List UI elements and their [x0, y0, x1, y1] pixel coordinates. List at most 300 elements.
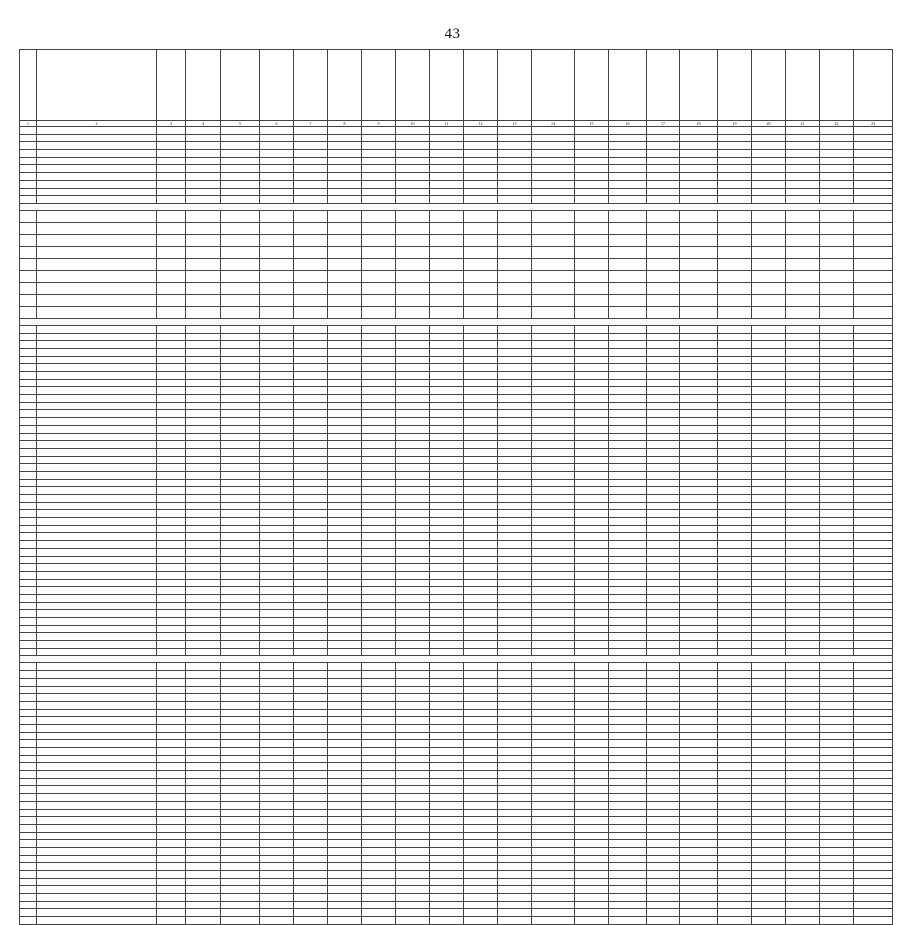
- table-cell: [820, 618, 854, 626]
- table-cell: [786, 878, 820, 886]
- table-cell: [328, 418, 362, 426]
- table-row: [20, 441, 893, 449]
- column-header: [20, 50, 37, 121]
- table-cell: [854, 878, 893, 886]
- table-cell: [294, 306, 328, 318]
- table-cell: [680, 372, 718, 380]
- table-cell: [20, 258, 37, 270]
- table-cell: [647, 694, 680, 702]
- table-cell: [37, 886, 157, 894]
- section-banner: [20, 318, 893, 325]
- table-cell: [464, 755, 498, 763]
- table-cell: [221, 333, 260, 341]
- table-cell: [498, 618, 532, 626]
- table-cell: [820, 678, 854, 686]
- table-cell: [647, 134, 680, 142]
- table-cell: [786, 246, 820, 258]
- table-cell: [820, 127, 854, 135]
- table-cell: [609, 671, 647, 679]
- table-cell: [786, 441, 820, 449]
- table-cell: [854, 134, 893, 142]
- table-cell: [20, 173, 37, 181]
- table-cell: [718, 395, 752, 403]
- table-cell: [498, 464, 532, 472]
- table-cell: [609, 663, 647, 671]
- table-cell: [680, 533, 718, 541]
- table-cell: [752, 717, 786, 725]
- table-cell: [37, 157, 157, 165]
- table-cell: [396, 840, 430, 848]
- table-cell: [157, 648, 186, 656]
- table-cell: [532, 771, 575, 779]
- table-row: [20, 763, 893, 771]
- table-cell: [294, 258, 328, 270]
- table-cell: [464, 306, 498, 318]
- table-cell: [464, 740, 498, 748]
- table-cell: [752, 678, 786, 686]
- table-cell: [464, 678, 498, 686]
- table-cell: [20, 150, 37, 158]
- table-cell: [362, 671, 396, 679]
- table-cell: [260, 809, 294, 817]
- table-cell: [328, 372, 362, 380]
- table-cell: [362, 258, 396, 270]
- table-cell: [532, 502, 575, 510]
- table-cell: [157, 602, 186, 610]
- table-cell: [37, 633, 157, 641]
- table-cell: [647, 556, 680, 564]
- table-cell: [647, 294, 680, 306]
- table-row: [20, 686, 893, 694]
- table-row: [20, 602, 893, 610]
- table-cell: [20, 556, 37, 564]
- table-cell: [186, 847, 221, 855]
- table-cell: [820, 418, 854, 426]
- table-cell: [820, 372, 854, 380]
- table-cell: [647, 127, 680, 135]
- table-cell: [221, 579, 260, 587]
- table-cell: [498, 917, 532, 925]
- table-cell: [328, 794, 362, 802]
- table-cell: [260, 863, 294, 871]
- table-row: [20, 294, 893, 306]
- table-cell: [752, 372, 786, 380]
- table-cell: [575, 165, 609, 173]
- table-cell: [396, 564, 430, 572]
- table-cell: [362, 270, 396, 282]
- table-cell: [430, 748, 464, 756]
- table-cell: [328, 771, 362, 779]
- table-cell: [430, 809, 464, 817]
- table-cell: [328, 525, 362, 533]
- table-cell: [786, 379, 820, 387]
- table-cell: [362, 456, 396, 464]
- table-cell: [362, 333, 396, 341]
- table-cell: [786, 425, 820, 433]
- table-cell: [362, 510, 396, 518]
- table-cell: [498, 402, 532, 410]
- table-cell: [294, 402, 328, 410]
- table-cell: [820, 633, 854, 641]
- table-cell: [260, 433, 294, 441]
- table-cell: [718, 602, 752, 610]
- table-cell: [647, 594, 680, 602]
- document-table: [19, 49, 889, 632]
- table-cell: [328, 510, 362, 518]
- table-row: [20, 510, 893, 518]
- table-cell: [328, 341, 362, 349]
- table-cell: [752, 748, 786, 756]
- table-cell: [260, 832, 294, 840]
- table-cell: [498, 740, 532, 748]
- table-cell: [718, 372, 752, 380]
- table-row: [20, 625, 893, 633]
- table-cell: [20, 356, 37, 364]
- table-cell: [396, 886, 430, 894]
- table-cell: [157, 173, 186, 181]
- table-cell: [820, 356, 854, 364]
- table-cell: [718, 502, 752, 510]
- table-cell: [37, 748, 157, 756]
- table-cell: [186, 724, 221, 732]
- table-cell: [532, 548, 575, 556]
- table-cell: [609, 541, 647, 549]
- table-cell: [718, 525, 752, 533]
- table-cell: [575, 525, 609, 533]
- table-cell: [362, 709, 396, 717]
- table-cell: [362, 157, 396, 165]
- table-cell: [260, 395, 294, 403]
- table-cell: [328, 356, 362, 364]
- table-cell: [718, 886, 752, 894]
- table-row: [20, 495, 893, 503]
- table-cell: [575, 127, 609, 135]
- table-cell: [260, 917, 294, 925]
- table-cell: [260, 157, 294, 165]
- table-cell: [680, 556, 718, 564]
- section-banner: [20, 656, 893, 663]
- table-row: [20, 196, 893, 204]
- table-cell: [294, 587, 328, 595]
- section-banner: [20, 203, 893, 210]
- table-cell: [647, 786, 680, 794]
- table-cell: [680, 464, 718, 472]
- table-cell: [221, 855, 260, 863]
- table-cell: [20, 917, 37, 925]
- table-cell: [532, 395, 575, 403]
- table-cell: [396, 663, 430, 671]
- table-cell: [362, 479, 396, 487]
- table-cell: [786, 564, 820, 572]
- table-cell: [430, 402, 464, 410]
- table-cell: [221, 717, 260, 725]
- table-cell: [186, 748, 221, 756]
- table-cell: [854, 306, 893, 318]
- table-cell: [37, 548, 157, 556]
- table-cell: [464, 840, 498, 848]
- table-cell: [396, 464, 430, 472]
- table-cell: [328, 433, 362, 441]
- table-cell: [532, 165, 575, 173]
- column-number: 17: [647, 121, 680, 127]
- table-cell: [532, 533, 575, 541]
- table-cell: [680, 894, 718, 902]
- table-row: [20, 402, 893, 410]
- table-cell: [647, 641, 680, 649]
- table-cell: [186, 878, 221, 886]
- table-cell: [575, 755, 609, 763]
- table-cell: [396, 165, 430, 173]
- table-cell: [430, 832, 464, 840]
- table-cell: [20, 387, 37, 395]
- table-cell: [396, 694, 430, 702]
- table-cell: [464, 196, 498, 204]
- table-cell: [820, 840, 854, 848]
- table-cell: [464, 771, 498, 779]
- table-cell: [464, 410, 498, 418]
- table-cell: [752, 402, 786, 410]
- table-cell: [575, 341, 609, 349]
- table-cell: [680, 471, 718, 479]
- table-cell: [820, 270, 854, 282]
- table-cell: [186, 740, 221, 748]
- table-cell: [752, 641, 786, 649]
- table-cell: [362, 917, 396, 925]
- table-cell: [680, 165, 718, 173]
- table-cell: [37, 210, 157, 222]
- table-cell: [532, 847, 575, 855]
- table-row: [20, 778, 893, 786]
- table-cell: [221, 258, 260, 270]
- table-cell: [786, 180, 820, 188]
- table-cell: [680, 348, 718, 356]
- table-cell: [221, 840, 260, 848]
- table-cell: [464, 832, 498, 840]
- table-cell: [362, 618, 396, 626]
- table-cell: [157, 541, 186, 549]
- table-cell: [532, 372, 575, 380]
- table-cell: [221, 418, 260, 426]
- table-cell: [786, 701, 820, 709]
- table-cell: [786, 533, 820, 541]
- table-cell: [786, 356, 820, 364]
- table-cell: [786, 364, 820, 372]
- table-cell: [680, 602, 718, 610]
- table-cell: [328, 817, 362, 825]
- table-row: [20, 173, 893, 181]
- table-cell: [464, 150, 498, 158]
- table-cell: [20, 678, 37, 686]
- table-cell: [498, 356, 532, 364]
- table-cell: [186, 471, 221, 479]
- table-cell: [786, 395, 820, 403]
- table-cell: [464, 525, 498, 533]
- table-cell: [647, 663, 680, 671]
- table-cell: [260, 441, 294, 449]
- table-cell: [820, 663, 854, 671]
- table-cell: [575, 479, 609, 487]
- table-cell: [328, 587, 362, 595]
- table-cell: [20, 855, 37, 863]
- table-cell: [430, 847, 464, 855]
- table-cell: [498, 487, 532, 495]
- table-cell: [718, 402, 752, 410]
- table-row: [20, 364, 893, 372]
- table-cell: [575, 771, 609, 779]
- table-cell: [609, 579, 647, 587]
- table-cell: [20, 222, 37, 234]
- table-cell: [294, 418, 328, 426]
- table-cell: [37, 648, 157, 656]
- table-cell: [718, 686, 752, 694]
- table-cell: [20, 294, 37, 306]
- table-cell: [294, 732, 328, 740]
- table-cell: [718, 418, 752, 426]
- table-cell: [294, 495, 328, 503]
- table-cell: [752, 471, 786, 479]
- table-cell: [260, 824, 294, 832]
- table-cell: [430, 364, 464, 372]
- table-cell: [20, 188, 37, 196]
- table-cell: [647, 379, 680, 387]
- table-cell: [362, 410, 396, 418]
- table-cell: [430, 180, 464, 188]
- table-cell: [498, 495, 532, 503]
- table-cell: [647, 564, 680, 572]
- table-cell: [647, 418, 680, 426]
- table-cell: [498, 165, 532, 173]
- table-cell: [20, 625, 37, 633]
- table-row: [20, 306, 893, 318]
- table-cell: [609, 548, 647, 556]
- table-cell: [680, 541, 718, 549]
- table-cell: [294, 518, 328, 526]
- table-cell: [260, 648, 294, 656]
- table-cell: [328, 901, 362, 909]
- table-cell: [157, 809, 186, 817]
- table-cell: [609, 333, 647, 341]
- table-cell: [186, 587, 221, 595]
- table-cell: [498, 471, 532, 479]
- table-cell: [294, 222, 328, 234]
- table-cell: [464, 341, 498, 349]
- table-cell: [260, 778, 294, 786]
- table-cell: [854, 495, 893, 503]
- table-cell: [430, 372, 464, 380]
- table-cell: [464, 633, 498, 641]
- table-cell: [362, 425, 396, 433]
- table-cell: [532, 894, 575, 902]
- table-cell: [430, 518, 464, 526]
- table-cell: [37, 188, 157, 196]
- table-cell: [396, 333, 430, 341]
- table-cell: [854, 341, 893, 349]
- table-cell: [464, 495, 498, 503]
- table-cell: [430, 909, 464, 917]
- table-row: [20, 258, 893, 270]
- table-cell: [430, 771, 464, 779]
- table-cell: [532, 786, 575, 794]
- table-cell: [157, 771, 186, 779]
- table-cell: [647, 356, 680, 364]
- table-cell: [396, 410, 430, 418]
- table-cell: [532, 518, 575, 526]
- table-cell: [609, 709, 647, 717]
- table-cell: [752, 479, 786, 487]
- table-cell: [37, 671, 157, 679]
- table-cell: [464, 641, 498, 649]
- table-cell: [498, 855, 532, 863]
- table-cell: [647, 210, 680, 222]
- table-cell: [186, 717, 221, 725]
- table-row: [20, 771, 893, 779]
- table-cell: [854, 840, 893, 848]
- table-cell: [575, 686, 609, 694]
- table-cell: [680, 180, 718, 188]
- table-cell: [647, 602, 680, 610]
- table-cell: [221, 824, 260, 832]
- table-cell: [752, 464, 786, 472]
- table-cell: [37, 433, 157, 441]
- table-cell: [680, 142, 718, 150]
- table-cell: [532, 364, 575, 372]
- table-cell: [396, 188, 430, 196]
- table-cell: [157, 456, 186, 464]
- table-cell: [221, 701, 260, 709]
- table-cell: [260, 755, 294, 763]
- table-cell: [464, 402, 498, 410]
- table-cell: [20, 325, 37, 333]
- table-cell: [718, 778, 752, 786]
- table-row: [20, 694, 893, 702]
- table-cell: [680, 456, 718, 464]
- table-cell: [575, 471, 609, 479]
- table-cell: [362, 678, 396, 686]
- table-cell: [786, 755, 820, 763]
- table-cell: [362, 610, 396, 618]
- table-cell: [396, 740, 430, 748]
- table-cell: [854, 594, 893, 602]
- table-cell: [680, 258, 718, 270]
- table-cell: [647, 863, 680, 871]
- table-cell: [221, 541, 260, 549]
- table-cell: [820, 188, 854, 196]
- table-cell: [362, 364, 396, 372]
- table-cell: [37, 917, 157, 925]
- table-cell: [260, 686, 294, 694]
- table-cell: [609, 180, 647, 188]
- table-cell: [37, 471, 157, 479]
- table-cell: [532, 901, 575, 909]
- table-cell: [680, 564, 718, 572]
- table-cell: [854, 786, 893, 794]
- table-row: [20, 127, 893, 135]
- table-cell: [752, 270, 786, 282]
- table-cell: [752, 571, 786, 579]
- column-header: [752, 50, 786, 121]
- table-cell: [786, 917, 820, 925]
- table-cell: [294, 433, 328, 441]
- table-cell: [786, 840, 820, 848]
- table-cell: [786, 663, 820, 671]
- table-cell: [609, 564, 647, 572]
- table-cell: [609, 142, 647, 150]
- table-cell: [221, 495, 260, 503]
- table-row: [20, 755, 893, 763]
- table-cell: [647, 579, 680, 587]
- table-cell: [157, 909, 186, 917]
- table-cell: [294, 556, 328, 564]
